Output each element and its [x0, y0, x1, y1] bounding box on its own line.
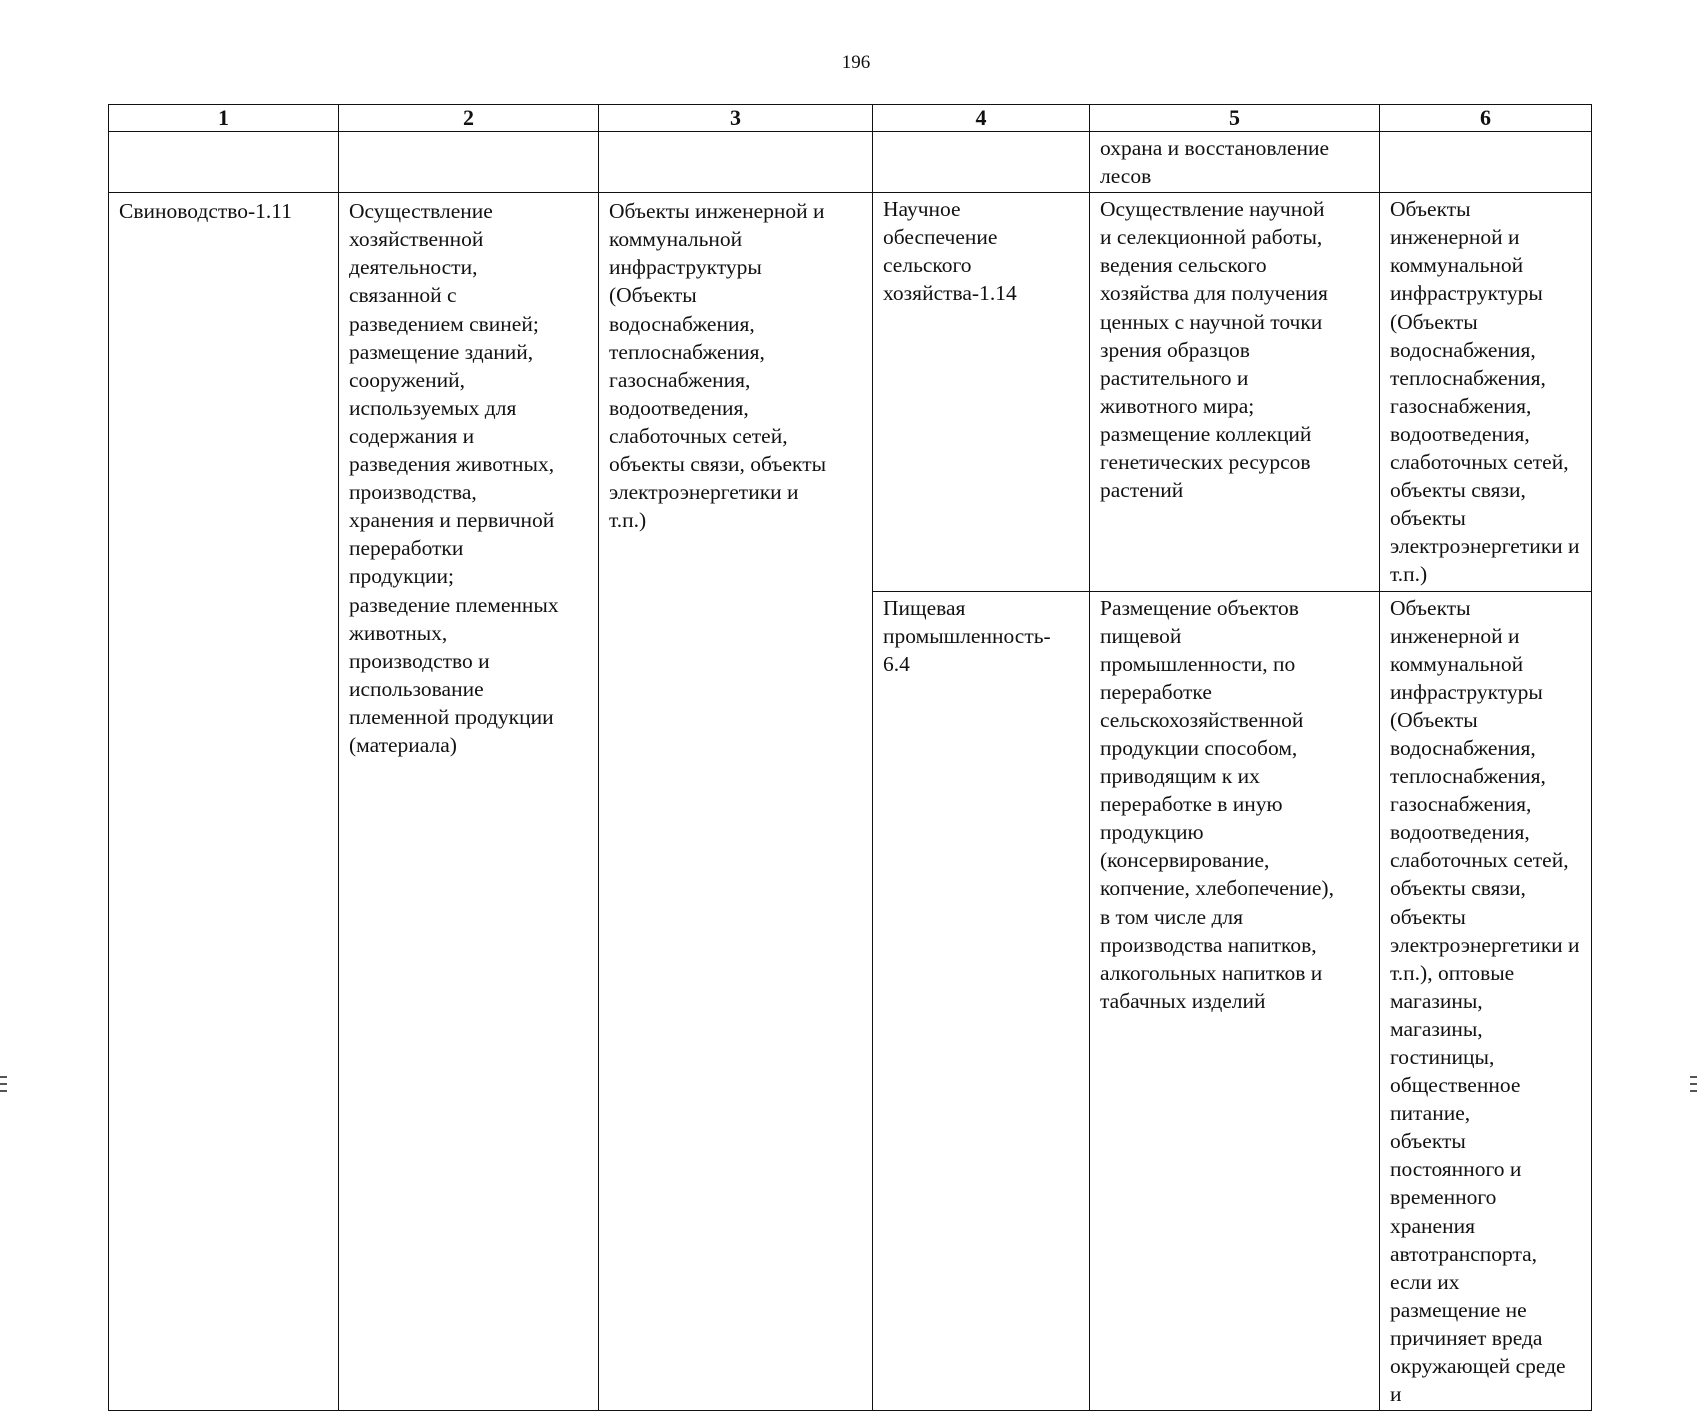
column-header-4: 4	[873, 105, 1090, 132]
continuation-cell-1	[109, 132, 339, 193]
conditional-use-name: Пищевая промышленность- 6.4	[873, 591, 1090, 1411]
column-header-1: 1	[109, 105, 339, 132]
scan-margin-mark	[0, 1083, 7, 1085]
page-number: 196	[841, 52, 871, 73]
continuation-cell-4	[873, 132, 1090, 193]
column-header-6: 6	[1380, 105, 1592, 132]
continuation-cell-2	[339, 132, 599, 193]
continuation-cell-3	[599, 132, 873, 193]
column-header-2: 2	[339, 105, 599, 132]
conditional-use-description: Осуществление научной и селекционной работы, ведения сельского хозяйства для получения ценных с научной точки зрения образцов растительного и животного мира; размещение коллекций генетических ресурсов растений	[1090, 193, 1380, 591]
conditional-use-description: Размещение объектов пищевой промышленности, по переработке сельскохозяйственной продукции способом, приводящим к их переработке в иную продукцию (консервирование, копчение, хлебопечение), в том числе для производства напитков, алкогольных напитков и табачных изделий	[1090, 591, 1380, 1411]
scan-margin-mark	[0, 1076, 7, 1078]
main-use-name: Свиноводство-1.11	[109, 193, 339, 1411]
scan-margin-mark	[1690, 1090, 1697, 1092]
land-use-table	[108, 104, 1592, 1411]
scan-margin-mark	[1690, 1083, 1697, 1085]
conditional-use-auxiliary: Объекты инженерной и коммунальной инфраструктуры (Объекты водоснабжения, теплоснабжения, газоснабжения, водоотведения, слаботочных сетей, объекты связи, объекты электроэнергетики и т.п.)	[1380, 193, 1592, 591]
main-row-sub-1	[109, 193, 1592, 591]
header-row	[109, 105, 1592, 132]
main-use-auxiliary: Объекты инженерной и коммунальной инфраструктуры (Объекты водоснабжения, теплоснабжения, газоснабжения, водоотведения, слаботочных сетей, объекты связи, объекты электроэнергетики и т.п.)	[599, 193, 873, 1411]
conditional-use-name: Научное обеспечение сельского хозяйства-1.14	[873, 193, 1090, 591]
column-header-3: 3	[599, 105, 873, 132]
continuation-cell-6	[1380, 132, 1592, 193]
main-use-description: Осуществление хозяйственной деятельности, связанной с разведением свиней; размещение зданий, сооружений, используемых для содержания и разведения животных, производства, хранения и первичной переработки продукции; разведение племенных животных, производство и использование племенной продукции (материала)	[339, 193, 599, 1411]
column-header-5: 5	[1090, 105, 1380, 132]
continuation-cell-5: охрана и восстановление лесов	[1090, 132, 1380, 193]
continuation-row	[109, 132, 1592, 193]
scan-margin-mark	[0, 1090, 7, 1092]
scan-margin-mark	[1690, 1076, 1697, 1078]
conditional-use-auxiliary: Объекты инженерной и коммунальной инфраструктуры (Объекты водоснабжения, теплоснабжения, газоснабжения, водоотведения, слаботочных сетей, объекты связи, объекты электроэнергетики и т.п.), оптовые магазины, магазины, гостиницы, общественное питание, объекты постоянного и временного хранения автотранспорта, если их размещение не причиняет вреда окружающей среде и	[1380, 591, 1592, 1411]
